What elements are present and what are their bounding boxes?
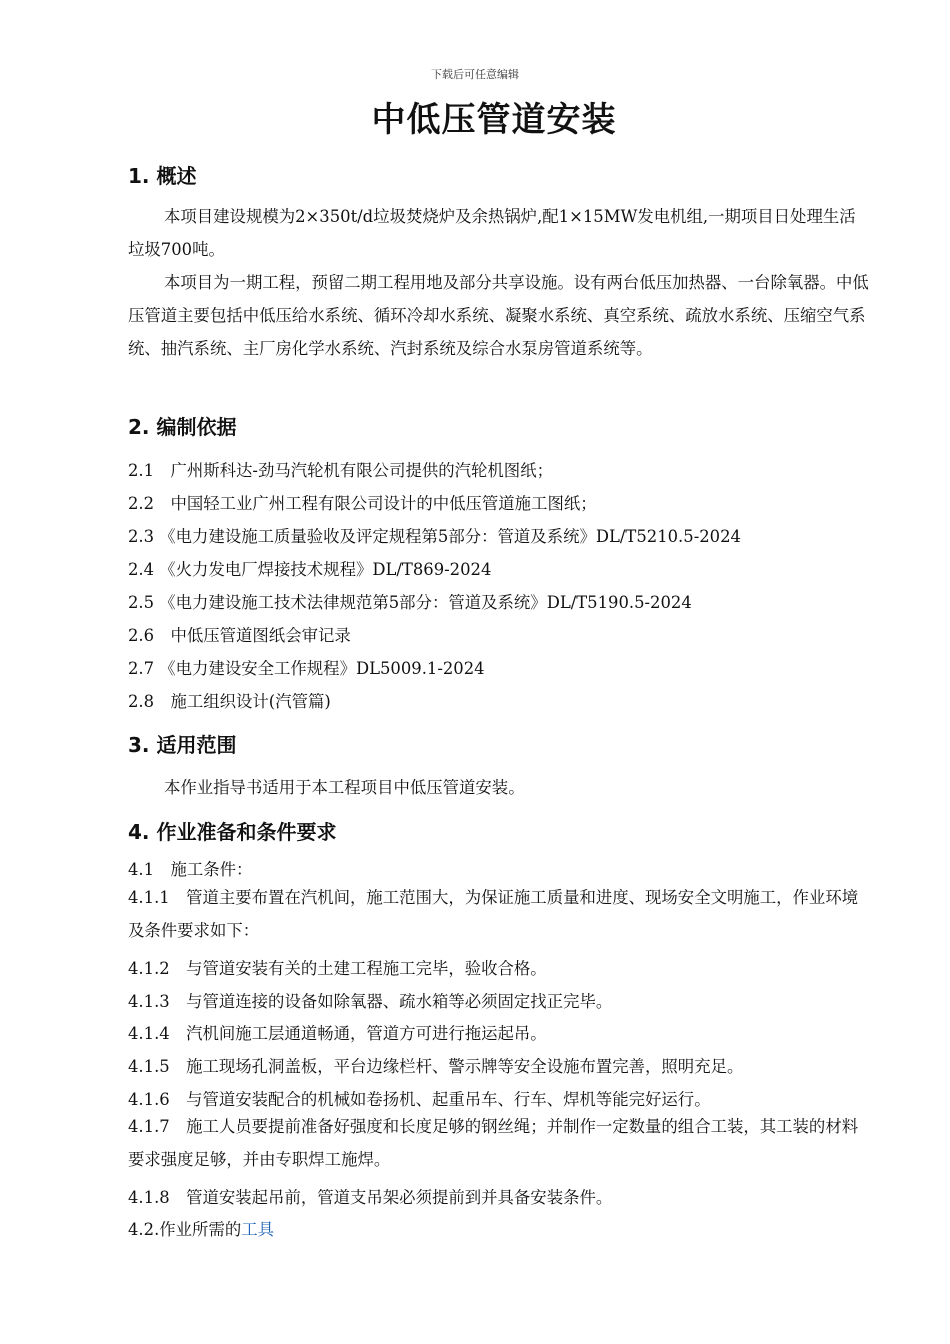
- item-4-1-5: 4.1.5 施工现场孔洞盖板，平台边缘栏杆、警示牌等安全设施布置完善，照明充足。: [128, 1057, 744, 1076]
- reference-item: 2.7 《电力建设安全工作规程》DL5009.1-2024: [128, 659, 485, 678]
- item-4-1-1: 4.1.1 管道主要布置在汽机间，施工范围大，为保证施工质量和进度、现场安全文明施工，作业环境及条件要求如下：: [128, 888, 859, 940]
- item-4-1-7: 4.1.7 施工人员要提前准备好强度和长度足够的钢丝绳；并制作一定数量的组合工装，其工装的材料要求强度足够，并由专职焊工施焊。: [128, 1117, 859, 1169]
- reference-item: 2.2 中国轻工业广州工程有限公司设计的中低压管道施工图纸；: [128, 494, 597, 513]
- item-4-1-8: 4.1.8 管道安装起吊前，管道支吊架必须提前到并具备安装条件。: [128, 1188, 613, 1207]
- section-3-heading: 3. 适用范围: [128, 733, 237, 757]
- document-title: 中低压管道安装: [371, 100, 617, 140]
- reference-item: 2.8 施工组织设计(汽管篇): [128, 692, 331, 711]
- reference-item: 2.1 广州斯科达-劲马汽轮机有限公司提供的汽轮机图纸；: [128, 461, 553, 480]
- item-4-1-6: 4.1.6 与管道安装配合的机械如卷扬机、起重吊车、行车、焊机等能完好运行。: [128, 1090, 711, 1109]
- header-note: 下载后可任意编辑: [431, 68, 519, 81]
- section-1-heading: 1. 概述: [128, 164, 197, 188]
- item-4-1: 4.1 施工条件：: [128, 860, 253, 879]
- section-1-paragraph-1: 本项目建设规模为2×350t/d垃圾焚烧炉及余热锅炉,配1×15MW发电机组,一期项目日处理生活垃圾700吨。: [128, 207, 856, 259]
- section-2-heading: 2. 编制依据: [128, 415, 237, 439]
- item-4-1-3: 4.1.3 与管道连接的设备如除氧器、疏水箱等必须固定找正完毕。: [128, 992, 613, 1011]
- item-4-2-text: 4.2.作业所需的: [128, 1220, 242, 1239]
- section-1-paragraph-2: 本项目为一期工程，预留二期工程用地及部分共享设施。设有两台低压加热器、一台除氧器。中低压管道主要包括中低压给水系统、循环冷却水系统、凝聚水系统、真空系统、疏放水系统、压缩空气系统、抽汽系统、主厂房化学水系统、汽封系统及综合水泵房管道系统等。: [128, 273, 869, 358]
- item-4-1-4: 4.1.4 汽机间施工层通道畅通，管道方可进行拖运起吊。: [128, 1024, 547, 1043]
- reference-item: 2.4 《火力发电厂焊接技术规程》DL/T869-2024: [128, 560, 492, 579]
- section-4-heading: 4. 作业准备和条件要求: [128, 820, 337, 844]
- section-3-paragraph: 本作业指导书适用于本工程项目中低压管道安装。: [164, 778, 525, 797]
- reference-item: 2.3 《电力建设施工质量验收及评定规程第5部分：管道及系统》DL/T5210.5-2024: [128, 527, 741, 546]
- reference-item: 2.5 《电力建设施工技术法律规范第5部分：管道及系统》DL/T5190.5-2024: [128, 593, 692, 612]
- tools-link[interactable]: 工具: [241, 1220, 275, 1239]
- item-4-2: [128, 1216, 274, 1240]
- reference-item: 2.6 中低压管道图纸会审记录: [128, 626, 351, 645]
- item-4-1-2: 4.1.2 与管道安装有关的土建工程施工完毕，验收合格。: [128, 959, 547, 978]
